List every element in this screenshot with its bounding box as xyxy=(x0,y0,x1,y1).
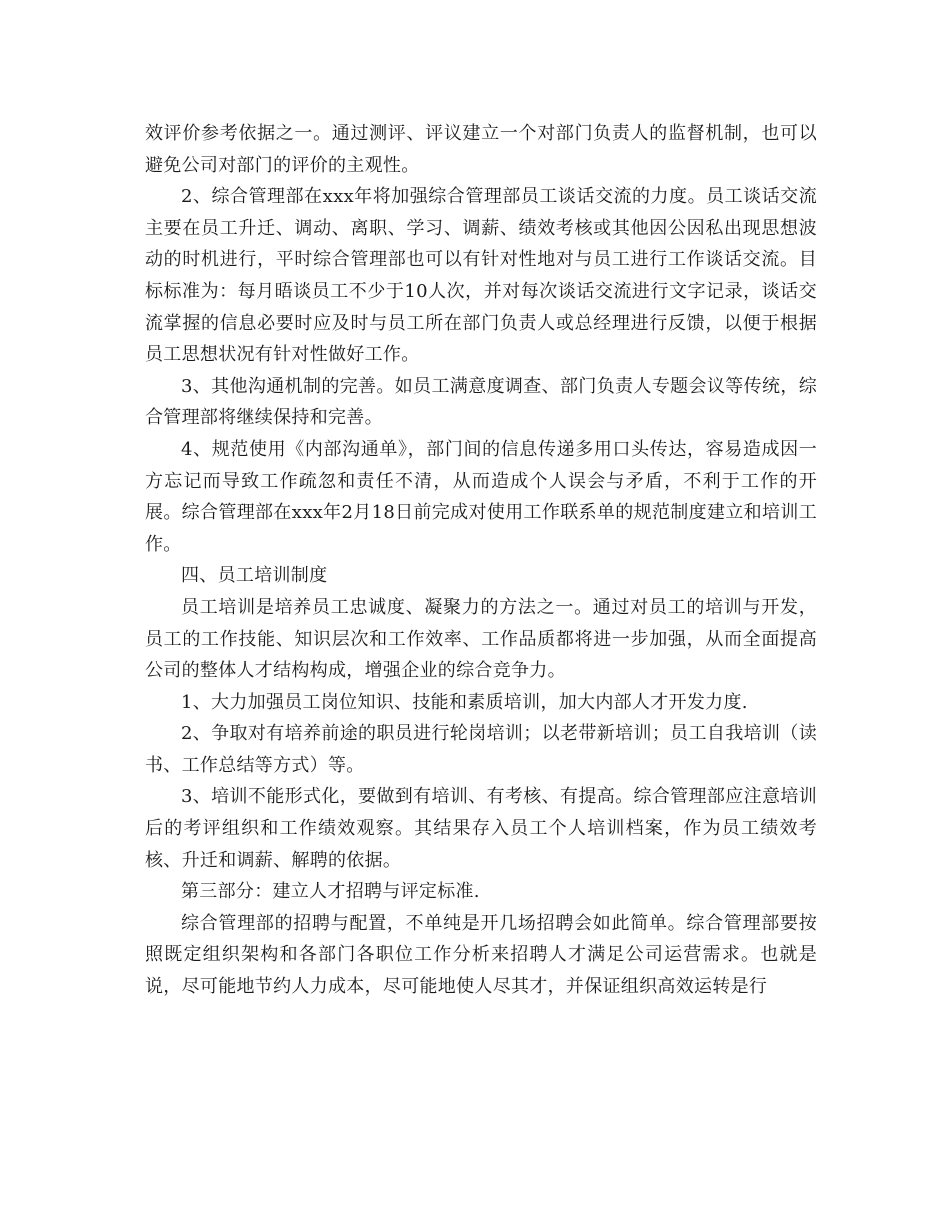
paragraph-1: 效评价参考依据之一。通过测评、评议建立一个对部门负责人的监督机制，也可以避免公司对部门的评价的主观性。 xyxy=(145,123,817,176)
paragraph-3: 3、其他沟通机制的完善。如员工满意度调查、部门负责人专题会议等传统，综合管理部将继续保持和完善。 xyxy=(145,375,817,429)
paragraph-8: 2、争取对有培养前途的职员进行轮岗培训；以老带新培训；员工自我培训（读书、工作总结等方式）等。 xyxy=(145,723,817,776)
paragraph-2: 2、综合管理部在xxx年将加强综合管理部员工谈话交流的力度。员工谈话交流主要在员工升迁、调动、离职、学习、调薪、绩效考核或其他因公因私出现思想波动的时机进行，平时综合管理部也可以有针对性地对与员工进行工作谈话交流。目标标准为：每月晤谈员工不少于10人次，并对每次谈话交流进行文字记录，谈话交流掌握的信息必要时应及时与员工所在部门负责人或总经理进行反馈，以便于根据员工思想状况有针对性做好工作。 xyxy=(145,186,817,366)
paragraph-11: 综合管理部的招聘与配置，不单纯是开几场招聘会如此简单。综合管理部要按照既定组织架构和各部门各职位工作分析来招聘人才满足公司运营需求。也就是说，尽可能地节约人力成本，尽可能地使人尽其才，并保证组织高效运转是行 xyxy=(145,912,817,998)
section-heading-part-three: 第三部分：建立人才招聘与评定标准. xyxy=(181,881,480,903)
paragraph-4: 4、规范使用《内部沟通单》，部门间的信息传递多用口头传达，容易造成因一方忘记而导致工作疏忽和责任不清，从而造成个人误会与矛盾，不利于工作的开展。综合管理部在xxx年2月18日前完成对使用工作联系单的规范制度建立和培训工作。 xyxy=(145,438,817,555)
paragraph-9: 3、培训不能形式化，要做到有培训、有考核、有提高。综合管理部应注意培训后的考评组织和工作绩效观察。其结果存入员工个人培训档案，作为员工绩效考核、升迁和调薪、解聘的依据。 xyxy=(145,786,817,871)
document-body xyxy=(145,118,817,1003)
section-heading-training: 四、员工培训制度 xyxy=(181,565,328,587)
paragraph-7: 1、大力加强员工岗位知识、技能和素质培训，加大内部人才开发力度. xyxy=(181,691,748,713)
paragraph-6: 员工培训是培养员工忠诚度、凝聚力的方法之一。通过对员工的培训与开发，员工的工作技能、知识层次和工作效率、工作品质都将进一步加强，从而全面提高公司的整体人才结构构成，增强企业的综合竞争力。 xyxy=(145,596,817,682)
